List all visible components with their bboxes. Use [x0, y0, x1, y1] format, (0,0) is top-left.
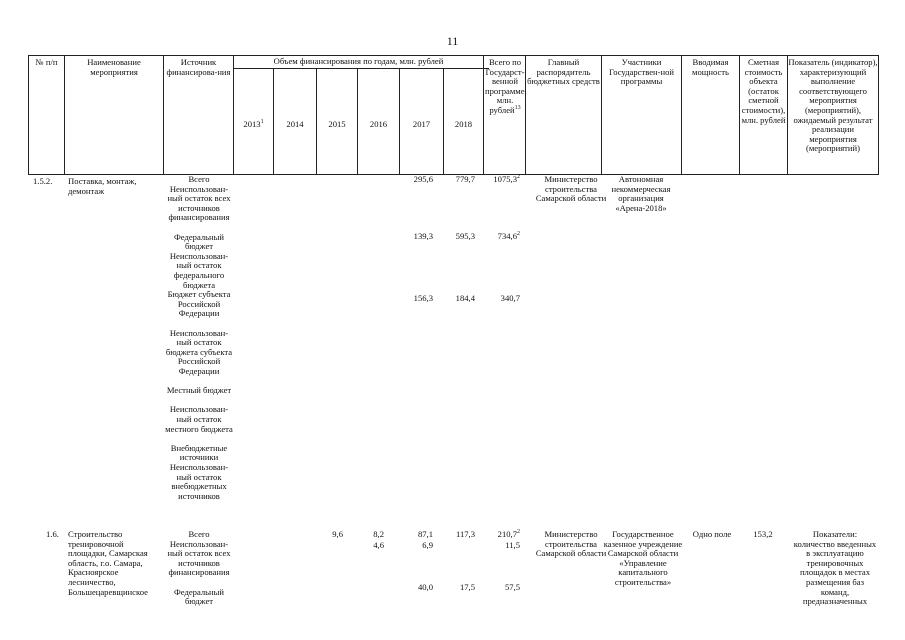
- header-volume: Объем финансирования по годам, млн. рублей: [273, 56, 444, 66]
- row-152-total-all: 1075,3$^2$: [493, 174, 520, 184]
- source-item: Местный бюджет: [166, 385, 232, 396]
- row-16-unused-2016: 4,6: [373, 540, 384, 550]
- row-152-fed-total: 734,6$^2$: [497, 231, 520, 241]
- source-item: Неиспользован-ный остаток федерального бюджета: [169, 250, 229, 290]
- row-16-total-all: 210,7$^2$: [497, 529, 520, 539]
- source-item: Внебюджетные источники: [170, 442, 228, 463]
- row-16-capacity: Одно поле: [692, 529, 732, 539]
- row-152-num: 1.5.2.: [33, 176, 53, 186]
- header-year-2014: 2014: [286, 119, 304, 129]
- row-16-participants: Государственное казенное учреждение Самарской области «Управление капитального строительства»: [603, 529, 683, 587]
- page-number: 11: [446, 34, 459, 48]
- source-item: Неиспользован-ный остаток всех источников финансирования: [167, 183, 231, 223]
- row-152-reg-2017: 156,3: [413, 293, 433, 303]
- row-152-reg-total: 340,7: [500, 293, 520, 303]
- header-participants: Участники Государствен-ной программы: [608, 57, 674, 87]
- header-estimated-cost: Сметная стоимость объекта (остаток сметной стоимости), млн. рублей: [741, 57, 786, 125]
- source-item: Федеральный бюджет: [173, 231, 225, 252]
- header-year-2015: 2015: [328, 119, 346, 129]
- row-152-total-2017: 295,6: [413, 174, 433, 184]
- source-item: Неиспользован-ный остаток всех источников финансирования: [167, 538, 231, 578]
- row-152-participants: Автономная некоммерческая организация «Арена-2018»: [611, 174, 671, 213]
- row-16-indicator: Показатели: количество введенных в эксплуатацию тренировочных площадок в местах размещения баз команд, предназначенных: [793, 529, 877, 607]
- row-152-total-2018: 779,7: [455, 174, 475, 184]
- header-main-manager: Главный распорядитель бюджетных средств: [527, 57, 600, 87]
- row-16-unused-2017: 6,9: [422, 540, 433, 550]
- source-item: Бюджет субъекта Российской Федерации: [167, 289, 231, 319]
- header-name: Наименование мероприятия: [87, 57, 141, 77]
- source-item: Федеральный бюджет: [173, 586, 225, 607]
- row-152-main-manager: Министерство строительства Самарской области: [535, 174, 607, 204]
- row-16-fed-total: 57,5: [504, 582, 520, 592]
- header-year-2018: 2018: [454, 119, 473, 129]
- row-152-fed-2017: 139,3: [413, 231, 433, 241]
- source-item: Неиспользован-ный остаток местного бюджета: [165, 404, 233, 434]
- row-152-reg-2018: 184,4: [455, 293, 475, 303]
- row-16-total-2017: 87,1: [417, 529, 433, 539]
- header-indicator: Показатель (индикатор), характеризующий выполнение соответствующего мероприятия (мероприятий), ожидаемый результат реализации мероприятия (мероприятий): [788, 57, 878, 154]
- source-item: Всего: [188, 174, 210, 184]
- row-16-total-2015: 9,6: [332, 529, 343, 539]
- row-152-name: Поставка, монтаж, демонтаж: [68, 176, 137, 196]
- header-year-2017: 2017: [412, 119, 431, 129]
- header-num: № п/п: [35, 57, 58, 67]
- row-16-fed-2018: 17,5: [459, 582, 475, 592]
- row-16-name: Строительство тренировочной площадки, Самарская область, г.о. Самара, Красноярское лесничество, Большецаревщинское: [68, 529, 148, 597]
- header-year-2013: 2013$^1$: [243, 119, 264, 129]
- row-152-sources: [164, 175, 234, 501]
- table-header: [28, 55, 879, 175]
- header-year-2016: 2016: [369, 119, 388, 129]
- row-16-estimated-cost: 153,2: [753, 529, 773, 539]
- header-total: Всего по Государст-венной программе, млн. рублей$^{13}$: [485, 57, 527, 115]
- row-16-total-2018: 117,3: [455, 529, 475, 539]
- row-16-fed-2017: 40,0: [417, 582, 433, 592]
- row-16-total-2016: 8,2: [373, 529, 384, 539]
- row-16-unused-total: 11,5: [505, 540, 520, 550]
- source-item: Всего: [188, 529, 210, 539]
- header-capacity: Вводимая мощность: [692, 57, 729, 77]
- row-16-main-manager: Министерство строительства Самарской области: [535, 529, 607, 559]
- source-item: Неиспользован-ный остаток бюджета субъекта Российской Федерации: [165, 327, 233, 376]
- header-source: Источник финансирова-ния: [166, 57, 231, 77]
- row-152-fed-2018: 595,3: [455, 231, 475, 241]
- source-item: Неиспользован-ный остаток внебюджетных источников: [169, 461, 229, 501]
- row-16-sources: [164, 530, 234, 607]
- row-16-num: 1.6.: [46, 529, 59, 539]
